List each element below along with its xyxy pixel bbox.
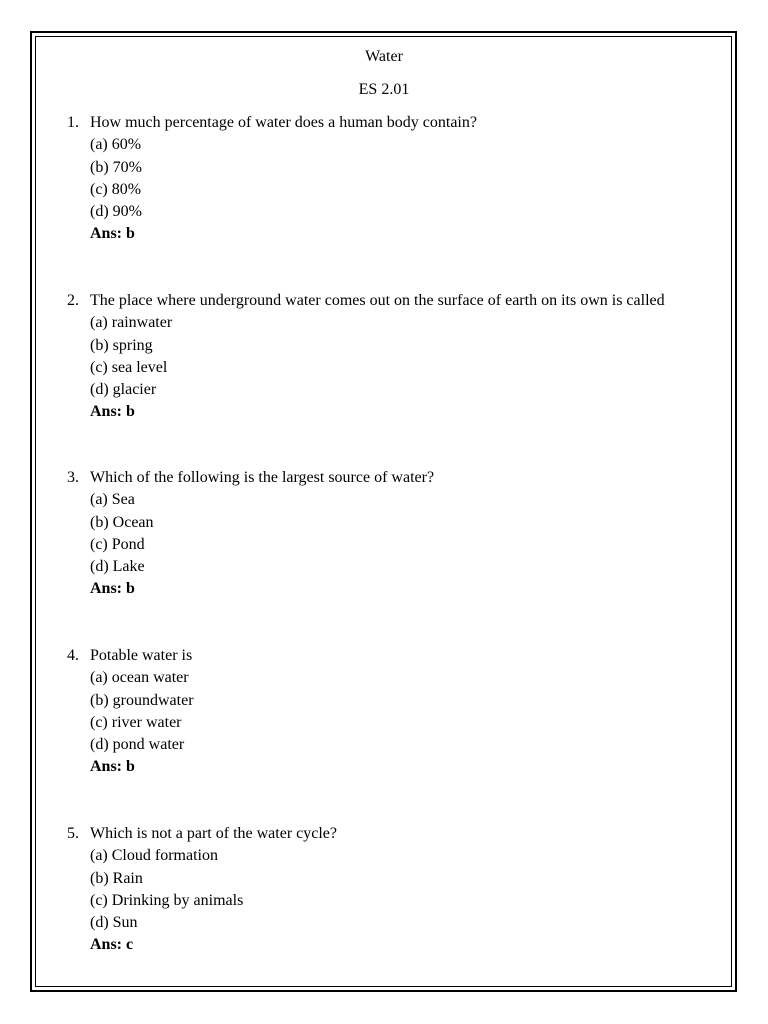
question-stem: [67, 467, 747, 489]
option-d: (d) glacier: [90, 381, 157, 399]
option-c: (c) Pond: [90, 535, 145, 553]
option-a: (a) Sea: [90, 491, 135, 509]
option-c: (c) Drinking by animals: [90, 891, 244, 909]
option-c: (c) sea level: [90, 358, 168, 376]
question-2: [67, 290, 747, 424]
question-4: [67, 645, 747, 779]
question-number: 3.: [67, 469, 79, 486]
option-d: (d) Lake: [90, 558, 145, 576]
option-b: (b) 70%: [90, 158, 142, 176]
question-stem: [67, 290, 747, 312]
question-number: 1.: [67, 114, 79, 131]
question-number: 2.: [67, 292, 79, 309]
option-b: (b) Ocean: [90, 513, 154, 531]
option-c: (c) 80%: [90, 180, 142, 198]
question-stem: [67, 112, 747, 134]
question-stem: [67, 645, 747, 667]
question-5: [67, 823, 747, 957]
question-3: [67, 467, 747, 601]
document-code: ES 2.01: [358, 81, 410, 98]
answer: Ans: b: [90, 403, 135, 421]
question-text: How much percentage of water does a human body contain?: [90, 114, 477, 131]
answer: Ans: b: [90, 225, 135, 243]
question-text: Potable water is: [90, 647, 193, 664]
option-c: (c) river water: [90, 713, 182, 731]
option-d: (d) Sun: [90, 914, 138, 932]
question-number: 4.: [67, 647, 79, 664]
option-a: (a) rainwater: [90, 314, 173, 332]
option-d: (d) pond water: [90, 736, 185, 754]
option-b: (b) groundwater: [90, 691, 194, 709]
option-b: (b) Rain: [90, 869, 143, 887]
answer: Ans: c: [90, 936, 134, 954]
document-title: Water: [365, 48, 403, 65]
option-a: (a) 60%: [90, 136, 142, 154]
option-b: (b) spring: [90, 336, 153, 354]
option-a: (a) Cloud formation: [90, 847, 218, 865]
question-number: 5.: [67, 825, 79, 842]
question-1: [67, 112, 747, 246]
question-text: Which of the following is the largest source of water?: [90, 469, 435, 486]
answer: Ans: b: [90, 580, 135, 598]
option-a: (a) ocean water: [90, 669, 189, 687]
question-text: The place where underground water comes out on the surface of earth on its own is called: [90, 292, 665, 309]
question-stem: [67, 823, 747, 845]
question-text: Which is not a part of the water cycle?: [90, 825, 337, 842]
option-d: (d) 90%: [90, 203, 142, 221]
answer: Ans: b: [90, 758, 135, 776]
